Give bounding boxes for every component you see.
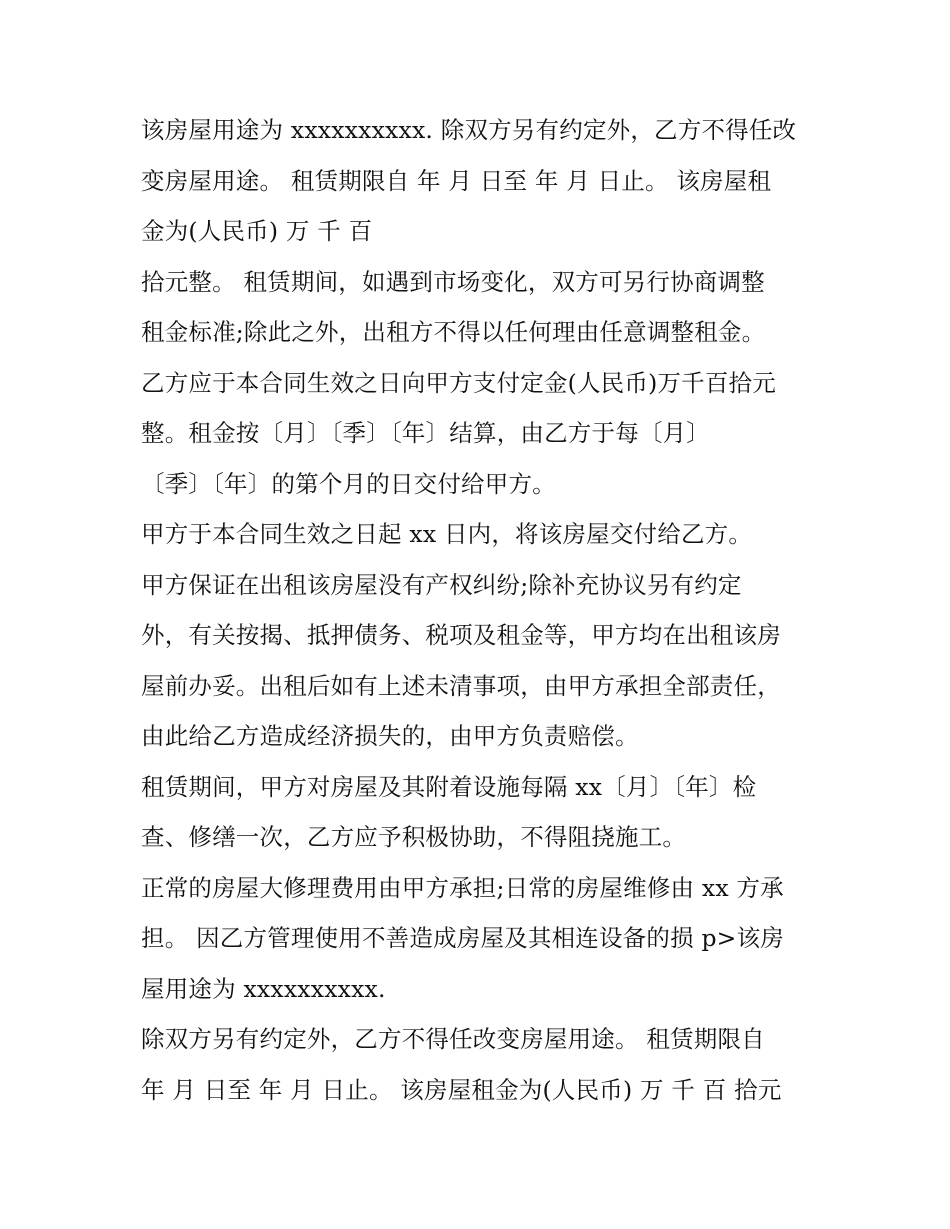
text-line: 该房屋用途为 xxxxxxxxxx. 除双方另有约定外，乙方不得任改 [141,116,797,144]
text-line: 由此给乙方造成经济损失的，由甲方负责赔偿。 [141,722,639,750]
text-line: 〔季〕〔年〕的第个月的日交付给甲方。 [141,470,556,498]
text-line: 年 月 日至 年 月 日止。 该房屋租金为(人民币) 万 千 百 拾元 [141,1076,782,1104]
text-line: 金为(人民币) 万 千 百 [141,217,373,245]
text-line: 担。 因乙方管理使用不善造成房屋及其相连设备的损 p>该房 [141,924,784,952]
text-line: 变房屋用途。 租赁期限自 年 月 日至 年 月 日止。 该房屋租 [141,167,772,195]
text-line: 正常的房屋大修理费用由甲方承担;日常的房屋维修由 xx 方承 [141,874,784,902]
text-line: 租赁期间，甲方对房屋及其附着设施每隔 xx〔月〕〔年〕检 [141,773,757,801]
text-line: 拾元整。 租赁期间，如遇到市场变化，双方可另行协商调整 [141,268,765,296]
text-line: 租金标准;除此之外，出租方不得以任何理由任意调整租金。 [141,318,766,346]
text-line: 除双方另有约定外，乙方不得任改变房屋用途。 租赁期限自 [141,1025,765,1053]
text-line: 查、修缮一次，乙方应予积极协助，不得阻挠施工。 [141,823,687,851]
text-line: 整。租金按〔月〕〔季〕〔年〕结算，由乙方于每〔月〕 [141,419,710,447]
text-line: 乙方应于本合同生效之日向甲方支付定金(人民币)万千百拾元 [141,369,776,397]
text-line: 屋前办妥。出租后如有上述未清事项，由甲方承担全部责任， [141,672,781,700]
text-line: 甲方于本合同生效之日起 xx 日内，将该房屋交付给乙方。 [141,520,753,548]
text-line: 甲方保证在出租该房屋没有产权纠纷;除补充协议另有约定 [141,571,742,599]
text-line: 外，有关按揭、抵押债务、税项及租金等，甲方均在出租该房 [141,621,781,649]
text-line: 屋用途为 xxxxxxxxxx. [141,975,386,1003]
